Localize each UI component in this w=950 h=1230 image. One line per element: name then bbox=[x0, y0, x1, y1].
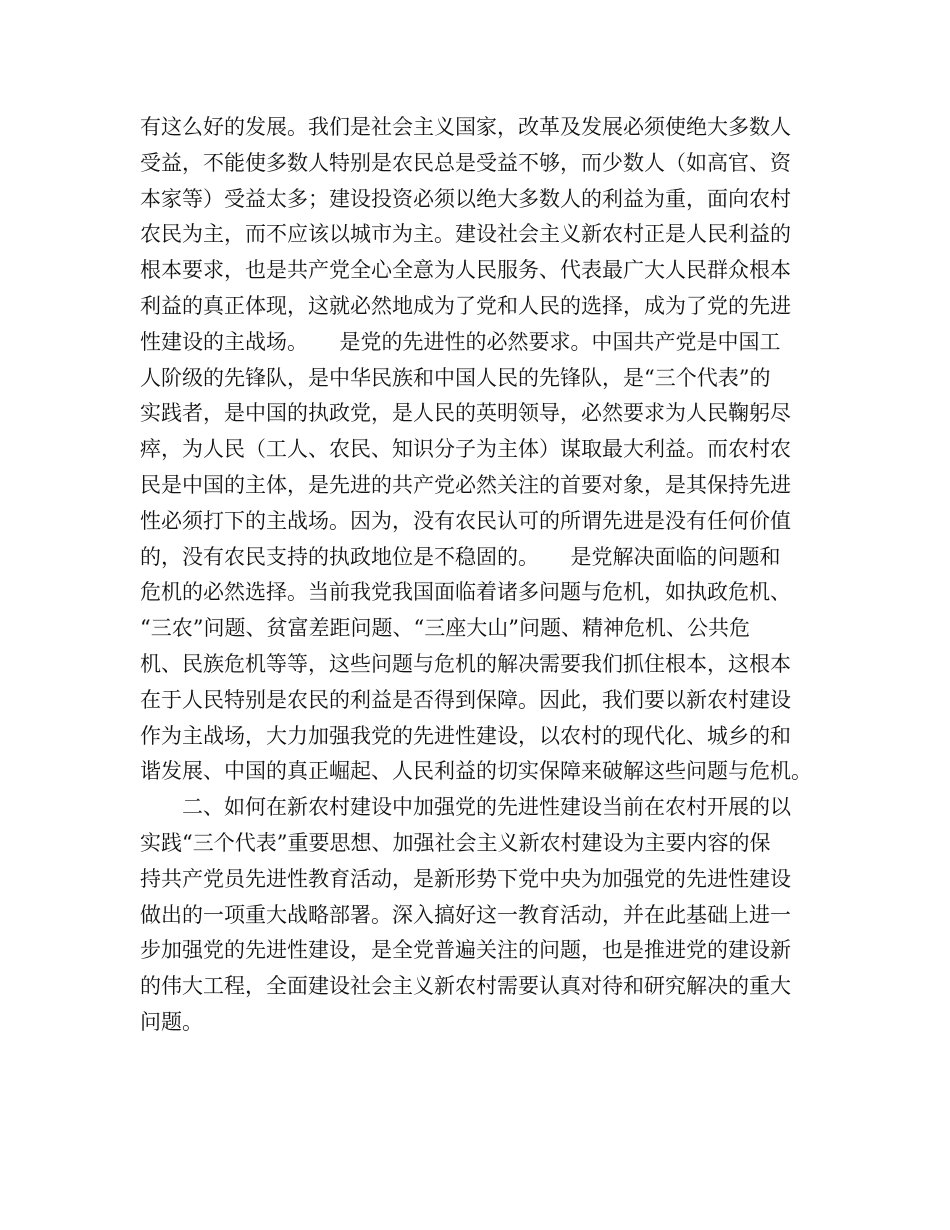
text-line: 受益，不能使多数人特别是农民总是受益不够，而少数人（如高官、资 bbox=[140, 150, 791, 175]
text-line: 性必须打下的主战场。因为，没有农民认可的所谓先进是没有任何价值 bbox=[140, 508, 791, 533]
text-line: 在于人民特别是农民的利益是否得到保障。因此，我们要以新农村建设 bbox=[140, 687, 791, 712]
text-line: 民是中国的主体，是先进的共产党必然关注的首要对象，是其保持先进 bbox=[140, 472, 791, 497]
text-line: 谐发展、中国的真正崛起、人民利益的切实保障来破解这些问题与危机。 bbox=[140, 759, 812, 784]
text-line: 人阶级的先锋队，是中华民族和中国人民的先锋队，是“三个代表”的 bbox=[140, 365, 771, 390]
text-line: 问题。 bbox=[140, 1009, 203, 1034]
text-line: 性建设的主战场。 是党的先进性的必然要求。中国共产党是中国工 bbox=[140, 329, 781, 354]
text-line: “三农”问题、贫富差距问题、“三座大山”问题、精神危机、公共危 bbox=[140, 616, 750, 641]
text-line: 瘁，为人民（工人、农民、知识分子为主体）谋取最大利益。而农村农 bbox=[140, 437, 791, 462]
text-line: 农民为主，而不应该以城市为主。建设社会主义新农村正是人民利益的 bbox=[140, 222, 791, 247]
text-line: 做出的一项重大战略部署。深入搞好这一教育活动，并在此基础上进一 bbox=[140, 902, 791, 927]
body-text bbox=[140, 110, 820, 1041]
text-line: 有这么好的发展。我们是社会主义国家，改革及发展必须使绝大多数人 bbox=[140, 115, 791, 139]
text-line: 的伟大工程，全面建设社会主义新农村需要认真对待和研究解决的重大 bbox=[140, 974, 791, 999]
text-line: 持共产党员先进性教育活动，是新形势下党中央为加强党的先进性建设 bbox=[140, 866, 791, 891]
text-line: 利益的真正体现，这就必然地成为了党和人民的选择，成为了党的先进 bbox=[140, 293, 791, 318]
text-line: 危机的必然选择。当前我党我国面临着诸多问题与危机，如执政危机、 bbox=[140, 580, 791, 605]
text-line: 步加强党的先进性建设，是全党普遍关注的问题，也是推进党的建设新 bbox=[140, 938, 791, 963]
text-line: 根本要求，也是共产党全心全意为人民服务、代表最广大人民群众根本 bbox=[140, 258, 791, 283]
text-line: 二、如何在新农村建设中加强党的先进性建设当前在农村开展的以 bbox=[140, 795, 791, 820]
text-line: 实践“三个代表”重要思想、加强社会主义新农村建设为主要内容的保 bbox=[140, 830, 771, 855]
text-line: 的，没有农民支持的执政地位是不稳固的。 是党解决面临的问题和 bbox=[140, 544, 781, 569]
text-line: 机、民族危机等等，这些问题与危机的解决需要我们抓住根本，这根本 bbox=[140, 651, 791, 676]
text-line: 作为主战场，大力加强我党的先进性建设，以农村的现代化、城乡的和 bbox=[140, 723, 791, 748]
text-line: 实践者，是中国的执政党，是人民的英明领导，必然要求为人民鞠躬尽 bbox=[140, 401, 791, 426]
text-line: 本家等）受益太多；建设投资必须以绝大多数人的利益为重，面向农村 bbox=[140, 186, 791, 211]
